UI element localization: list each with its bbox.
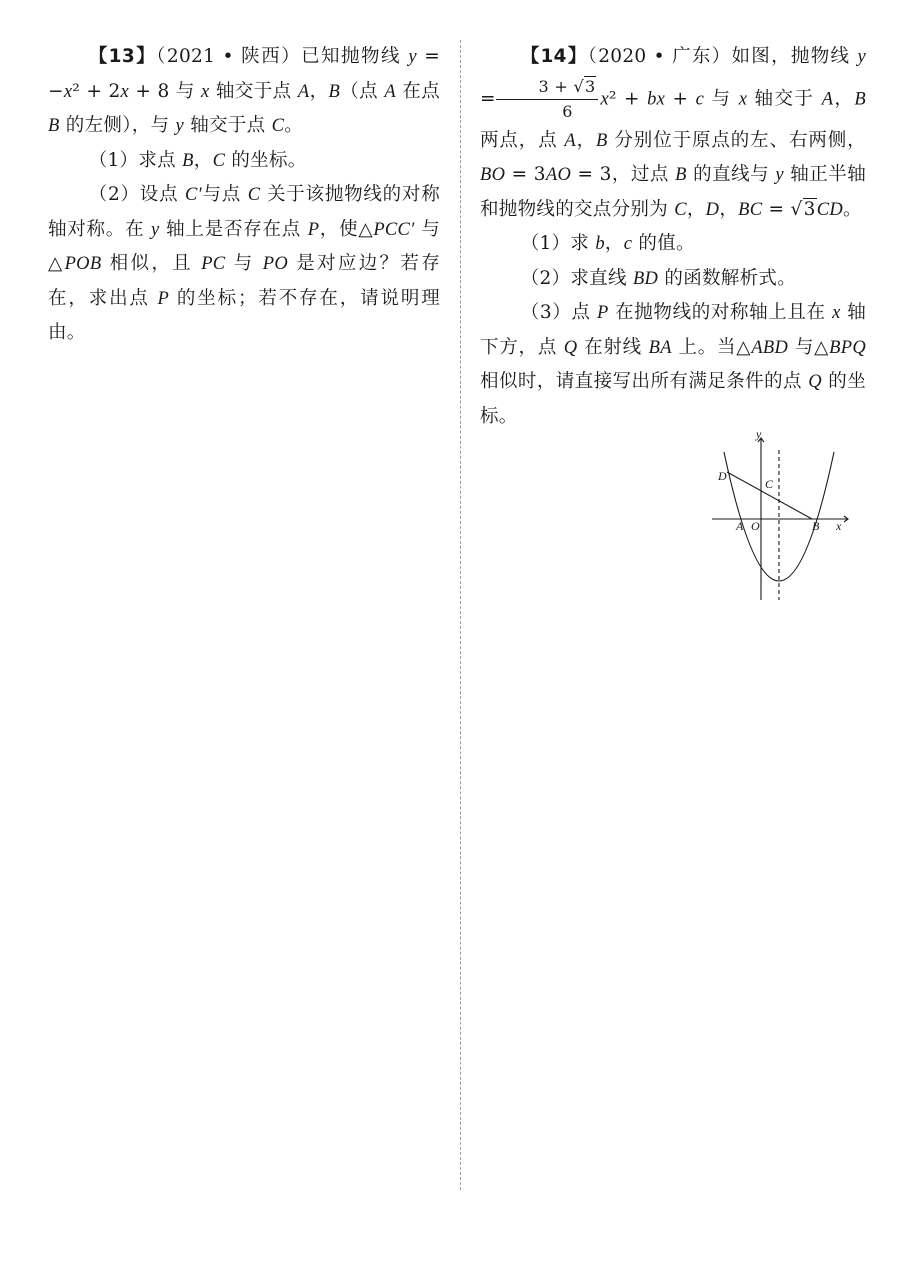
q14-var: x bbox=[832, 303, 841, 323]
q13-text: + 8 与 bbox=[129, 80, 202, 102]
q14-var: BA bbox=[648, 337, 672, 358]
q13-text: 的坐标；若不存在，请说明理由。 bbox=[48, 287, 440, 343]
label-a: A bbox=[736, 519, 744, 533]
q14-part-1 bbox=[480, 227, 866, 262]
q13-source: （2021 • 陕西） bbox=[156, 46, 302, 67]
q14-text: ， bbox=[576, 129, 596, 151]
q13-text: 相似，且 bbox=[101, 253, 202, 274]
q14-var: y bbox=[775, 165, 784, 185]
label-d: D bbox=[718, 469, 727, 483]
q13-text: 已知抛物线 bbox=[301, 46, 409, 67]
label-c: C bbox=[765, 477, 774, 491]
q13-text: ， bbox=[193, 149, 213, 171]
q14-text: 的直线与 bbox=[686, 164, 776, 185]
q14-var: BC bbox=[738, 199, 763, 220]
q14-stem bbox=[480, 40, 866, 227]
q13-part-1 bbox=[48, 144, 440, 179]
q14-text: = 3，过点 bbox=[571, 164, 676, 185]
q14-var: y bbox=[857, 47, 867, 67]
q14-var: A bbox=[564, 130, 576, 151]
q14-text: 3 bbox=[803, 198, 816, 220]
q13-number: 【13】 bbox=[88, 46, 157, 67]
q13-var: C′ bbox=[185, 185, 202, 205]
q14-text: 的函数解析式。 bbox=[658, 267, 796, 289]
q13-var: B bbox=[48, 116, 60, 136]
q14-text: 与 bbox=[704, 88, 739, 109]
q13-text: （2）设点 bbox=[88, 184, 185, 205]
q14-text: 的值。 bbox=[632, 233, 695, 254]
q13-stem bbox=[48, 40, 440, 144]
q14-var: x bbox=[600, 89, 609, 109]
fraction-denominator: 6 bbox=[562, 101, 573, 121]
q14-text: 轴交于 bbox=[747, 88, 822, 109]
q13-text: 与△ bbox=[48, 218, 440, 274]
q14-var: bx bbox=[647, 89, 666, 109]
q14-coefficient-fraction bbox=[496, 75, 599, 124]
q14-var: A bbox=[821, 89, 834, 109]
q13-var: POB bbox=[64, 254, 102, 274]
q14-text: （1）求 bbox=[520, 233, 596, 254]
q13-text: 的坐标。 bbox=[225, 149, 307, 171]
question-13 bbox=[48, 40, 440, 351]
q14-text: = √ bbox=[762, 198, 803, 220]
q14-var: B bbox=[596, 130, 608, 151]
q13-text: ，使△ bbox=[319, 218, 374, 240]
q13-text: 轴上是否存在点 bbox=[159, 218, 308, 240]
q13-text: = − bbox=[48, 46, 441, 102]
q14-text: = 3 bbox=[505, 164, 546, 185]
q14-number: 【14】 bbox=[520, 46, 588, 67]
q13-var: x bbox=[120, 81, 130, 102]
q13-text: （点 bbox=[340, 80, 385, 102]
q14-text: 上。当△ bbox=[671, 336, 752, 358]
q14-var: P bbox=[597, 303, 609, 323]
q13-var: PO bbox=[262, 254, 288, 274]
q13-text: 轴交于点 bbox=[184, 115, 272, 136]
q13-var: P bbox=[307, 219, 320, 240]
q13-var: y bbox=[408, 47, 417, 67]
q13-var: x bbox=[63, 81, 73, 102]
q13-var: y bbox=[175, 116, 185, 136]
q14-text: （2）求直线 bbox=[520, 267, 633, 289]
q13-var: PCC′ bbox=[373, 219, 415, 240]
q13-var: B bbox=[182, 150, 194, 171]
q13-text: 的左侧），与 bbox=[59, 115, 176, 136]
label-o: O bbox=[751, 519, 760, 533]
q13-text: 与点 bbox=[202, 184, 248, 205]
q13-text: 轴交于点 bbox=[209, 80, 298, 102]
q13-var: B bbox=[328, 81, 341, 102]
q13-text: 。 bbox=[284, 115, 304, 136]
q14-text: 在抛物线的对称轴上且在 bbox=[608, 302, 833, 323]
q14-text: ， bbox=[719, 198, 739, 220]
q14-text: + bbox=[665, 88, 696, 109]
q14-text: 。 bbox=[843, 198, 862, 220]
q13-var: y bbox=[151, 219, 160, 240]
q14-var: Q bbox=[563, 337, 578, 358]
q14-text: ² + bbox=[608, 88, 648, 109]
q14-var: x bbox=[738, 89, 748, 109]
q13-var: A bbox=[297, 81, 310, 102]
q14-var: c bbox=[623, 234, 633, 254]
label-y: y bbox=[756, 432, 762, 441]
label-b: B bbox=[812, 519, 820, 533]
q14-text: ， bbox=[833, 88, 855, 109]
q14-var: BO bbox=[480, 165, 506, 185]
q14-text: 分别位于原点的左、右两侧， bbox=[607, 129, 866, 151]
q13-var: A bbox=[384, 81, 396, 102]
q14-text: 轴正半轴和抛物线的交点分别为 bbox=[480, 164, 867, 220]
q13-var: x bbox=[201, 81, 210, 102]
q14-var: B bbox=[675, 165, 687, 185]
q13-var: C bbox=[247, 185, 261, 205]
parabola-figure bbox=[708, 432, 858, 602]
q13-var: P bbox=[157, 288, 170, 309]
fraction-numerator bbox=[496, 75, 599, 100]
q14-text: 3 + bbox=[538, 76, 574, 96]
q14-var: C bbox=[674, 199, 687, 220]
q14-var: ABD bbox=[751, 337, 789, 358]
q13-var: C bbox=[271, 116, 285, 136]
q14-text: 轴下方，点 bbox=[480, 302, 867, 358]
q14-text: 与△ bbox=[788, 336, 830, 358]
q14-part-2 bbox=[480, 262, 866, 297]
q14-var: CD bbox=[816, 199, 844, 220]
column-divider bbox=[460, 40, 461, 1190]
q14-text: 两点，点 bbox=[480, 129, 565, 151]
question-14 bbox=[480, 40, 866, 434]
q14-var: BD bbox=[632, 268, 659, 289]
q13-text: ² + 2 bbox=[72, 80, 121, 102]
q14-text: ， bbox=[686, 198, 706, 220]
q13-part-2 bbox=[48, 178, 440, 351]
q14-var: c bbox=[695, 89, 705, 109]
q13-var: PC bbox=[201, 254, 226, 274]
q14-text: （3）点 bbox=[520, 302, 598, 323]
q13-text: 关于该抛物线的对称轴对称。在 bbox=[48, 184, 440, 240]
q14-var: Q bbox=[808, 372, 822, 392]
q14-source: （2020 • 广东） bbox=[587, 46, 732, 67]
q14-text: 的坐标。 bbox=[480, 371, 866, 427]
q14-text: 3 bbox=[584, 76, 596, 96]
q14-text: 如图，抛物线 bbox=[731, 46, 858, 67]
q14-text: = bbox=[480, 88, 496, 109]
q14-var: B bbox=[854, 89, 866, 109]
sqrt-sign: √ bbox=[573, 76, 584, 96]
label-x: x bbox=[836, 519, 842, 533]
q14-var: D bbox=[705, 199, 720, 220]
q14-text: 相似时，请直接写出所有满足条件的点 bbox=[480, 371, 809, 392]
q14-var: BPQ bbox=[829, 337, 867, 358]
q14-var: AO bbox=[545, 165, 572, 185]
q14-part-3 bbox=[480, 296, 866, 434]
q14-var: b bbox=[595, 234, 605, 254]
q13-text: 是对应边？若存在，求出点 bbox=[48, 253, 440, 309]
q14-text: 在射线 bbox=[577, 336, 649, 358]
q13-text: ， bbox=[309, 80, 329, 102]
q14-text: ， bbox=[604, 233, 624, 254]
q13-var: C bbox=[212, 150, 226, 171]
q13-text: （1）求点 bbox=[88, 149, 183, 171]
q13-text: 在点 bbox=[395, 80, 441, 102]
q13-text: 与 bbox=[225, 253, 263, 274]
